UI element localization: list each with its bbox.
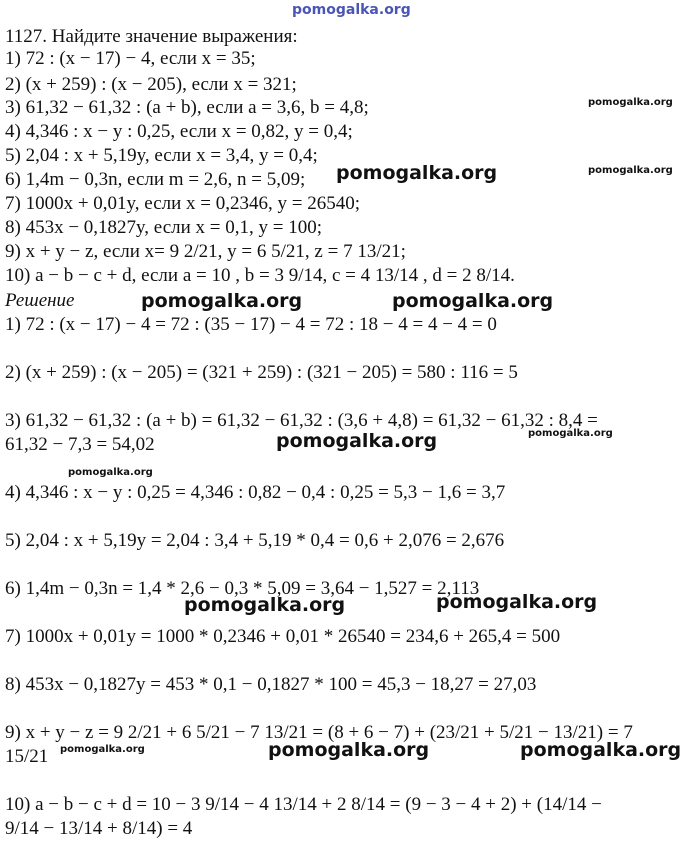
watermark: pomogalka.org (336, 162, 498, 184)
solution-line: 10) a − b − c + d = 10 − 3 9/14 − 4 13/14 + 2 8/14 = (9 − 3 − 4 + 2) + (14/14 − (5, 794, 602, 815)
solution-line: 61,32 − 7,3 = 54,02 (5, 434, 155, 455)
problem-item: 7) 1000x + 0,01y, если x = 0,2346, y = 26540; (5, 193, 361, 214)
watermark: pomogalka.org (392, 290, 554, 312)
watermark: pomogalka.org (588, 97, 673, 108)
watermark: pomogalka.org (436, 591, 598, 613)
problem-item: 3) 61,32 − 61,32 : (a + b), если a = 3,6, b = 4,8; (5, 97, 369, 118)
problem-item: 5) 2,04 : x + 5,19y, если x = 3,4, y = 0,4; (5, 145, 318, 166)
problem-title: 1127. Найдите значение выражения: (5, 26, 298, 47)
problem-item: 4) 4,346 : x − y : 0,25, если x = 0,82, y = 0,4; (5, 121, 353, 142)
watermark: pomogalka.org (588, 165, 673, 176)
solution-heading: Решение (5, 290, 75, 311)
solution-line: 7) 1000x + 0,01y = 1000 * 0,2346 + 0,01 * 26540 = 234,6 + 265,4 = 500 (5, 626, 561, 647)
solution-line: 9) x + y − z = 9 2/21 + 6 5/21 − 7 13/21 = (8 + 6 − 7) + (23/21 + 5/21 − 13/21) = 7 (5, 722, 633, 743)
problem-item: 10) a − b − c + d, если a = 10 , b = 3 9/14, c = 4 13/14 , d = 2 8/14. (5, 265, 515, 286)
solution-line: 5) 2,04 : x + 5,19y = 2,04 : 3,4 + 5,19 * 0,4 = 0,6 + 2,076 = 2,676 (5, 530, 505, 551)
solution-line: 15/21 (5, 746, 49, 767)
watermark: pomogalka.org (184, 594, 346, 616)
problem-item: 9) x + y − z, если x= 9 2/21, y = 6 5/21, z = 7 13/21; (5, 241, 406, 262)
watermark: pomogalka.org (141, 290, 303, 312)
solution-line: 2) (x + 259) : (x − 205) = (321 + 259) : (321 − 205) = 580 : 116 = 5 (5, 362, 518, 383)
watermark: pomogalka.org (268, 739, 430, 761)
problem-item: 2) (x + 259) : (x − 205), если x = 321; (5, 74, 297, 95)
solution-line: 1) 72 : (x − 17) − 4 = 72 : (35 − 17) − 4 = 72 : 18 − 4 = 4 − 4 = 0 (5, 314, 497, 335)
watermark: pomogalka.org (528, 428, 613, 439)
solution-line: 8) 453x − 0,1827y = 453 * 0,1 − 0,1827 * 100 = 45,3 − 18,27 = 27,03 (5, 674, 537, 695)
problem-item: 6) 1,4m − 0,3n, если m = 2,6, n = 5,09; (5, 169, 306, 190)
watermark: pomogalka.org (68, 467, 153, 478)
solution-line: 6) 1,4m − 0,3n = 1,4 * 2,6 − 0,3 * 5,09 = 3,64 − 1,527 = 2,113 (5, 578, 480, 599)
solution-line: 4) 4,346 : x − y : 0,25 = 4,346 : 0,82 − 0,4 : 0,25 = 5,3 − 1,6 = 3,7 (5, 482, 506, 503)
watermark: pomogalka.org (276, 430, 438, 452)
problem-item: 1) 72 : (x − 17) − 4, если x = 35; (5, 48, 256, 69)
watermark: pomogalka.org (520, 739, 682, 761)
solution-line: 3) 61,32 − 61,32 : (a + b) = 61,32 − 61,32 : (3,6 + 4,8) = 61,32 − 61,32 : 8,4 = (5, 410, 598, 431)
problem-item: 8) 453x − 0,1827y, если x = 0,1, y = 100; (5, 217, 323, 238)
watermark-top: pomogalka.org (292, 2, 411, 18)
watermark: pomogalka.org (60, 744, 145, 755)
solution-line: 9/14 − 13/14 + 8/14) = 4 (5, 818, 193, 839)
